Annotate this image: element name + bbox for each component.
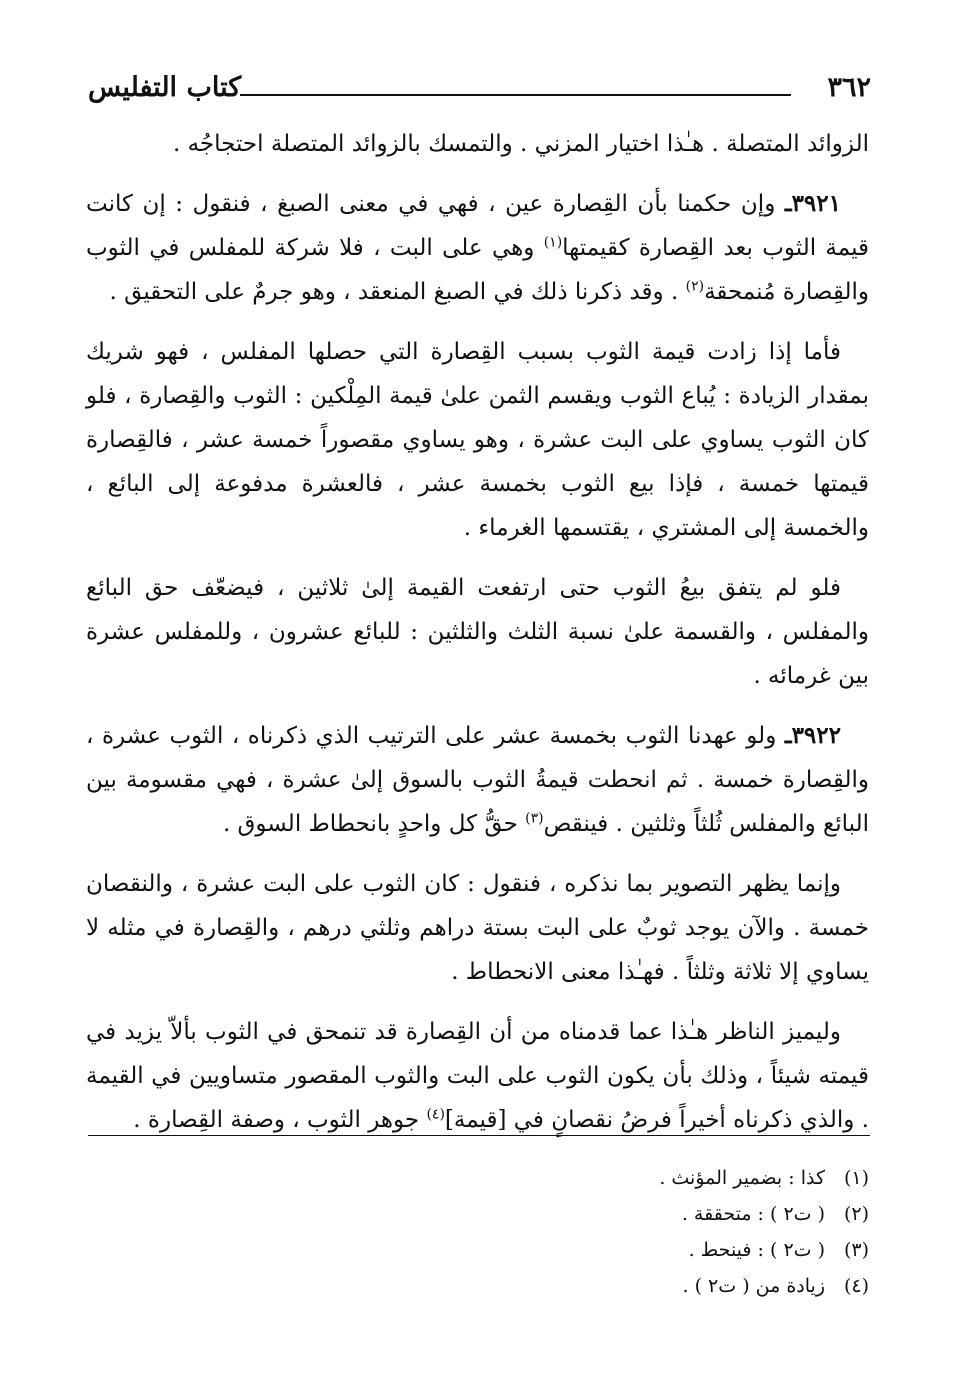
- paragraph-3921: ٣٩٢١ـ وإن حكمنا بأن القِصارة عين ، فهي في معنى الصبغ ، فنقول : إن كانت قيمة الثوب بعد القِصارة كقيمتها$^{(١)}$ وهي على البت ، فلا شركة للمفلس في الثوب والقِصارة مُنمحقة$^{(٢)}$ . وقد ذكرنا ذلك في الصبغ المنعقد ، وهو جرمٌ على التحقيق .: [86, 190, 869, 305]
- footnote-4: (٤)زيادة من ( ت٢ ) .: [682, 1275, 869, 1297]
- running-title: كتاب التفليس: [88, 72, 242, 103]
- paragraph-1: الزوائد المتصلة . هـٰذا اختيار المزني . والتمسك بالزوائد المتصلة احتجاجُه .: [172, 131, 869, 157]
- footnotes: [86, 1160, 869, 1304]
- footnote-ref[interactable]: (١): [543, 234, 563, 251]
- paragraph-3922: ٣٩٢٢ـ ولو عهدنا الثوب بخمسة عشر على الترتيب الذي ذكرناه ، الثوب عشرة ، والقِصارة خمسة . ثم انحطت قيمةُ الثوب بالسوق إلىٰ عشرة ، فهي مقسومة بين البائع والمفلس ثُلثاً وثلثين . فينقص$^{(٣)}$ حقُّ كل واحدٍ بانحطاط السوق .: [86, 722, 869, 837]
- footnote-2: (٢)( ت٢ ) : متحققة .: [681, 1203, 869, 1225]
- paragraph-6: وإنما يظهر التصوير بما نذكره ، فنقول : كان الثوب على البت عشرة ، والنقصان خمسة . والآن يوجد ثوبٌ على البت بستة دراهم وثلثي درهم ، والقِصارة في مثله لا يساوي إلا ثلاثة وثلثاً . فهـٰذا معنى الانحطاط .: [86, 871, 869, 985]
- footnote-ref[interactable]: (٤): [426, 1106, 445, 1123]
- footnote-ref[interactable]: (٢): [685, 278, 705, 295]
- page-number: ٣٦٢: [827, 72, 871, 103]
- main-text: [86, 122, 869, 1158]
- section-number: ٣٩٢١ـ: [784, 190, 841, 217]
- header-rule: [240, 94, 791, 96]
- footnote-1: (١)كذا : بضمير المؤنث .: [659, 1167, 869, 1189]
- paragraph-3: فأما إذا زادت قيمة الثوب بسبب القِصارة التي حصلها المفلس ، فهو شريك بمقدار الزيادة : يُباع الثوب ويقسم الثمن علىٰ قيمة المِلْكين : الثوب والقِصارة ، فلو كان الثوب يساوي على البت عشرة ، وهو يساوي مقصوراً خمسة عشر ، فالقِصارة قيمتها خمسة ، فإذا بيع الثوب بخمسة عشر ، فالعشرة مدفوعة إلى البائع ، والخمسة إلى المشتري ، يقتسمها الغرماء .: [86, 339, 869, 541]
- footnote-ref[interactable]: (٣): [525, 810, 544, 827]
- page-header: [88, 72, 871, 112]
- paragraph-4: فلو لم يتفق بيعُ الثوب حتى ارتفعت القيمة إلىٰ ثلاثين ، فيضعّف حق البائع والمفلس ، والقسمة علىٰ نسبة الثلث والثلثين : للبائع عشرون ، وللمفلس عشرة بين غرمائه .: [86, 575, 869, 689]
- footnote-separator: [88, 1135, 870, 1136]
- section-number: ٣٩٢٢ـ: [784, 722, 841, 749]
- footnote-3: (٣)( ت٢ ) : فينحط .: [688, 1239, 869, 1261]
- paragraph-7: وليميز الناظر هـٰذا عما قدمناه من أن القِصارة قد تنمحق في الثوب بألاّ يزيد في قيمته شيئاً ، وذلك بأن يكون الثوب على البت والثوب المقصور متساويين في القيمة . والذي ذكرناه أخيراً فرضُ نقصانٍ في [قيمة]$^{(٤)}$ جوهر الثوب ، وصفة القِصارة .: [86, 1019, 869, 1133]
